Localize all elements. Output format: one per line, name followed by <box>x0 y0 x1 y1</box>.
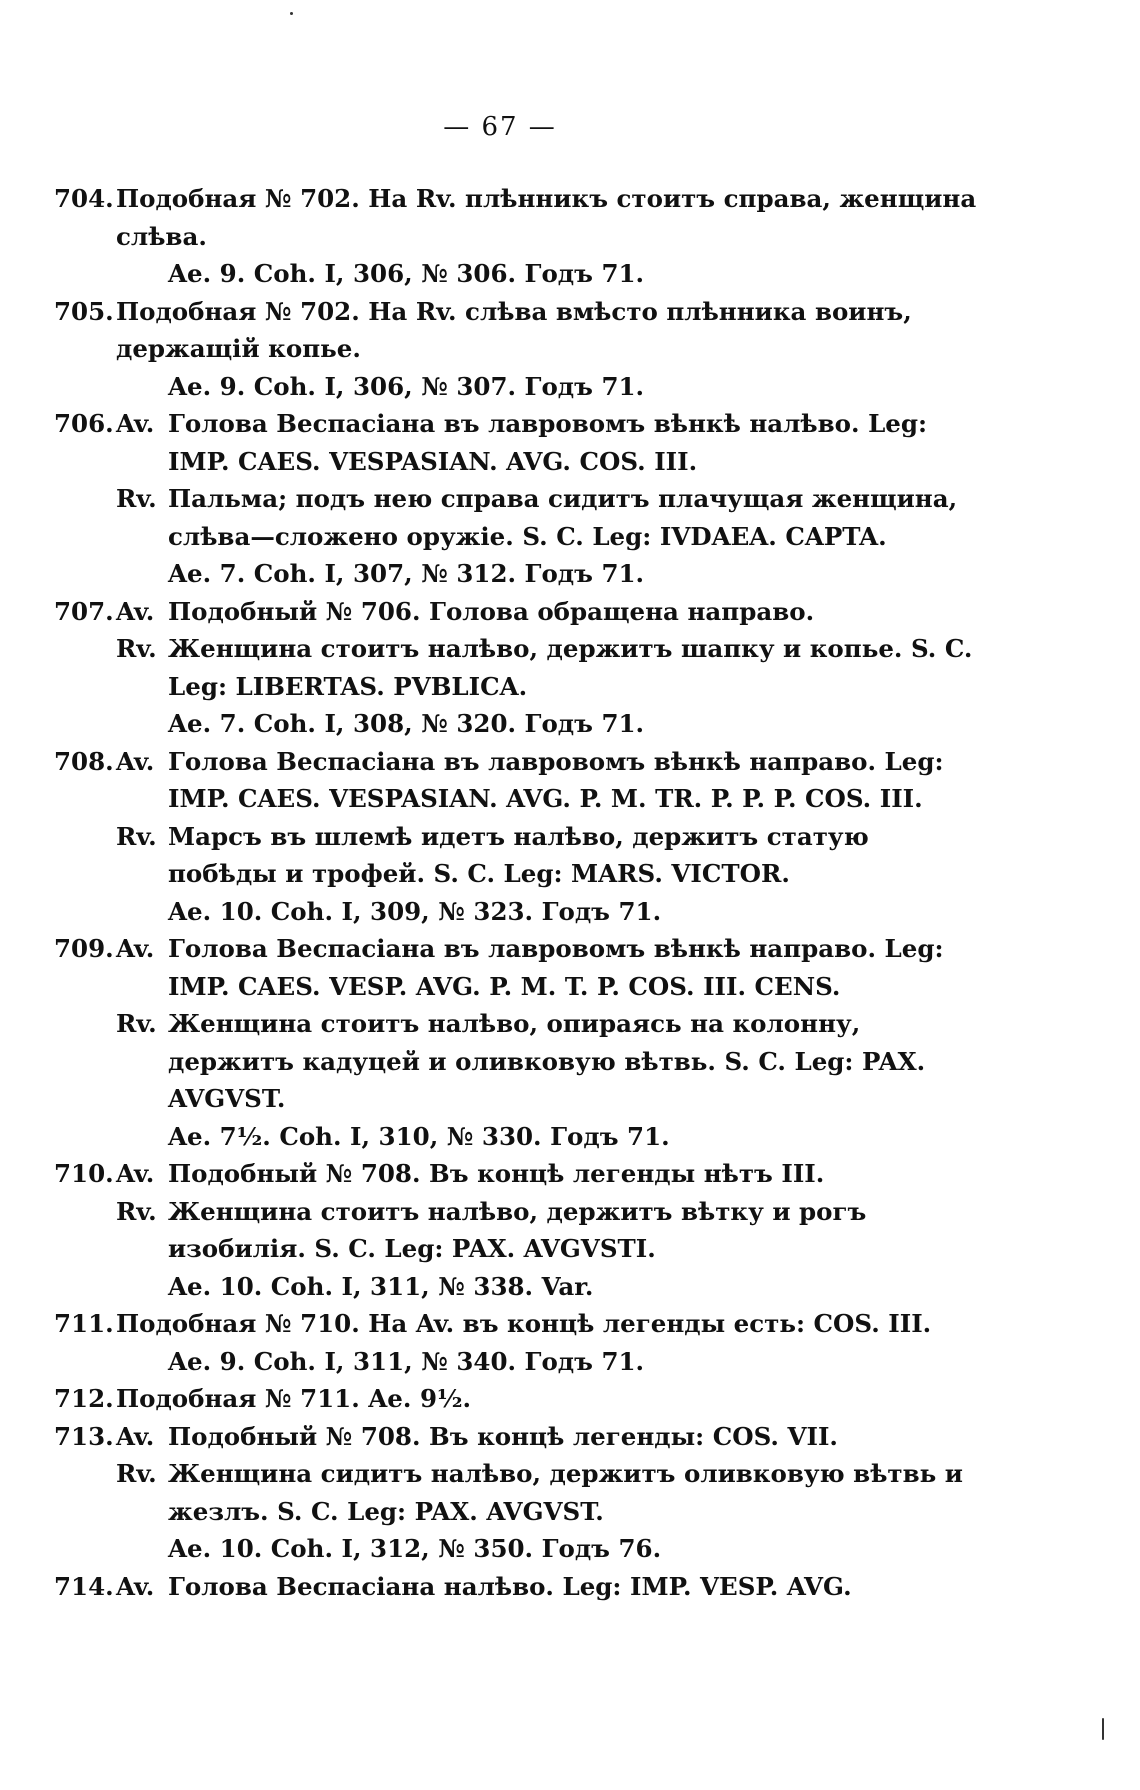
side-tag: Av. <box>116 409 155 438</box>
entry-side-row <box>116 630 984 705</box>
entry-body <box>116 1155 984 1305</box>
entry-side-row <box>116 1568 984 1606</box>
coin-reference: Ae. 7½. Coh. I, 310, № 330. Годъ 71. <box>168 1121 670 1151</box>
side-description: Подобный № 708. Въ концѣ легенды нѣтъ III. <box>168 1159 825 1188</box>
catalog-entry <box>54 930 984 1155</box>
entry-side-row <box>116 818 984 893</box>
coin-reference: Ae. 7. Coh. I, 307, № 312. Годъ 71. <box>168 559 645 588</box>
coin-reference: Ae. 7. Coh. I, 308, № 320. Годъ 71. <box>168 709 645 738</box>
entry-body <box>116 180 984 293</box>
side-description: Женщина стоитъ налѣво, держитъ вѣтку и рогъ изобилія. S. C. Leg: PAX. AVGVSTI. <box>168 1196 867 1263</box>
entry-number: 708. <box>54 746 114 776</box>
entry-side-row <box>116 1418 984 1456</box>
entry-number: 709. <box>54 934 114 963</box>
entry-number: 713. <box>54 1421 114 1451</box>
catalog-entry <box>54 1418 984 1568</box>
catalog-entry <box>54 1305 984 1380</box>
entry-side-row <box>116 1005 984 1118</box>
catalog-entry <box>54 1568 984 1606</box>
entry-side-row <box>116 930 984 1005</box>
coin-reference: Ae. 10. Coh. I, 309, № 323. Годъ 71. <box>168 896 662 926</box>
entry-body <box>116 1305 984 1380</box>
catalog-entries <box>54 180 984 1605</box>
catalog-entry <box>54 1380 984 1418</box>
entry-description: Подобная № 702. На Rv. слѣва вмѣсто плѣнника воинъ, держащій копье. <box>116 296 912 363</box>
entry-side-row <box>116 1193 984 1268</box>
entry-number: 711. <box>54 1309 114 1338</box>
side-tag: Rv. <box>116 634 157 663</box>
catalog-entry <box>54 1155 984 1305</box>
scan-speck <box>290 12 293 15</box>
entry-body <box>116 1418 984 1568</box>
side-description: Подобный № 706. Голова обращена направо. <box>168 596 815 626</box>
catalog-entry <box>54 743 984 931</box>
coin-reference: Ae. 10. Coh. I, 312, № 350. Годъ 76. <box>168 1534 662 1563</box>
catalog-entry <box>54 180 984 293</box>
entry-body <box>116 293 984 406</box>
entry-number: 712. <box>54 1384 114 1413</box>
entry-side-row <box>116 405 984 480</box>
coin-reference: Ae. 9. Coh. I, 306, № 306. Годъ 71. <box>168 259 645 288</box>
side-description: Пальма; подъ нею справа сидитъ плачущая женщина, слѣва—сложено оружіе. S. C. Leg: IVDAEA. CAPTA. <box>168 484 958 551</box>
side-description: Женщина стоитъ налѣво, опираясь на колонну, держитъ кадуцей и оливковую вѣтвь. S. C. Leg: PAX. AVGVST. <box>168 1009 926 1113</box>
side-description: Голова Веспасіана въ лавровомъ вѣнкѣ налѣво. Leg: IMP. CAES. VESPASIAN. AVG. COS. III. <box>168 409 928 476</box>
side-tag: Rv. <box>116 484 157 513</box>
side-tag: Av. <box>116 1421 155 1451</box>
catalog-entry <box>54 293 984 406</box>
entry-side-row <box>116 1455 984 1530</box>
side-tag: Av. <box>116 934 155 963</box>
side-description: Марсъ въ шлемѣ идетъ налѣво, держитъ статую побѣды и трофей. S. C. Leg: MARS. VICTOR. <box>168 821 869 888</box>
entry-body <box>116 1380 984 1418</box>
side-description: Подобный № 708. Въ концѣ легенды: COS. VII. <box>168 1421 838 1451</box>
entry-description: Подобная № 702. На Rv. плѣнникъ стоитъ справа, женщина слѣва. <box>116 184 977 251</box>
entry-description: Подобная № 710. На Av. въ концѣ легенды есть: COS. III. <box>116 1309 932 1338</box>
side-description: Голова Веспасіана въ лавровомъ вѣнкѣ направо. Leg: IMP. CAES. VESPASIAN. AVG. P. M. TR. P. P. P. COS. III. <box>168 746 944 813</box>
entry-number: 704. <box>54 184 114 213</box>
side-tag: Av. <box>116 1571 155 1601</box>
entry-side-row <box>116 743 984 818</box>
entry-body <box>116 743 984 931</box>
catalog-entry <box>54 405 984 593</box>
side-description: Женщина стоитъ налѣво, держитъ шапку и копье. S. C. Leg: LIBERTAS. PVBLICA. <box>168 634 973 701</box>
scan-speck <box>1102 1718 1104 1740</box>
side-tag: Rv. <box>116 1459 157 1488</box>
coin-reference: Ae. 9. Coh. I, 311, № 340. Годъ 71. <box>168 1346 645 1376</box>
side-tag: Av. <box>116 1159 155 1188</box>
entry-side-row <box>116 480 984 555</box>
coin-reference: Ae. 10. Coh. I, 311, № 338. Var. <box>168 1271 594 1301</box>
side-tag: Rv. <box>116 821 157 851</box>
side-description: Женщина сидитъ налѣво, держитъ оливковую вѣтвь и жезлъ. S. C. Leg: PAX. AVGVST. <box>168 1459 963 1526</box>
page-number: — 67 — <box>443 112 557 142</box>
side-description: Голова Веспасіана налѣво. Leg: IMP. VESP. AVG. <box>168 1571 852 1601</box>
entry-number: 707. <box>54 596 114 626</box>
entry-side-row <box>116 1155 984 1193</box>
side-tag: Av. <box>116 596 155 626</box>
entry-body <box>116 405 984 593</box>
catalog-entry <box>54 593 984 743</box>
coin-reference: Ae. 9. Coh. I, 306, № 307. Годъ 71. <box>168 371 645 401</box>
side-tag: Rv. <box>116 1196 157 1226</box>
entry-side-row <box>116 593 984 631</box>
entry-body <box>116 593 984 743</box>
side-tag: Av. <box>116 746 155 776</box>
entry-body <box>116 1568 984 1606</box>
side-description: Голова Веспасіана въ лавровомъ вѣнкѣ направо. Leg: IMP. CAES. VESP. AVG. P. M. T. P. COS. III. CENS. <box>168 934 944 1001</box>
entry-number: 706. <box>54 409 114 438</box>
entry-number: 710. <box>54 1159 114 1188</box>
entry-body <box>116 930 984 1155</box>
entry-number: 705. <box>54 296 114 326</box>
side-tag: Rv. <box>116 1009 157 1038</box>
entry-description: Подобная № 711. Ae. 9½. <box>116 1384 472 1413</box>
entry-number: 714. <box>54 1571 114 1601</box>
